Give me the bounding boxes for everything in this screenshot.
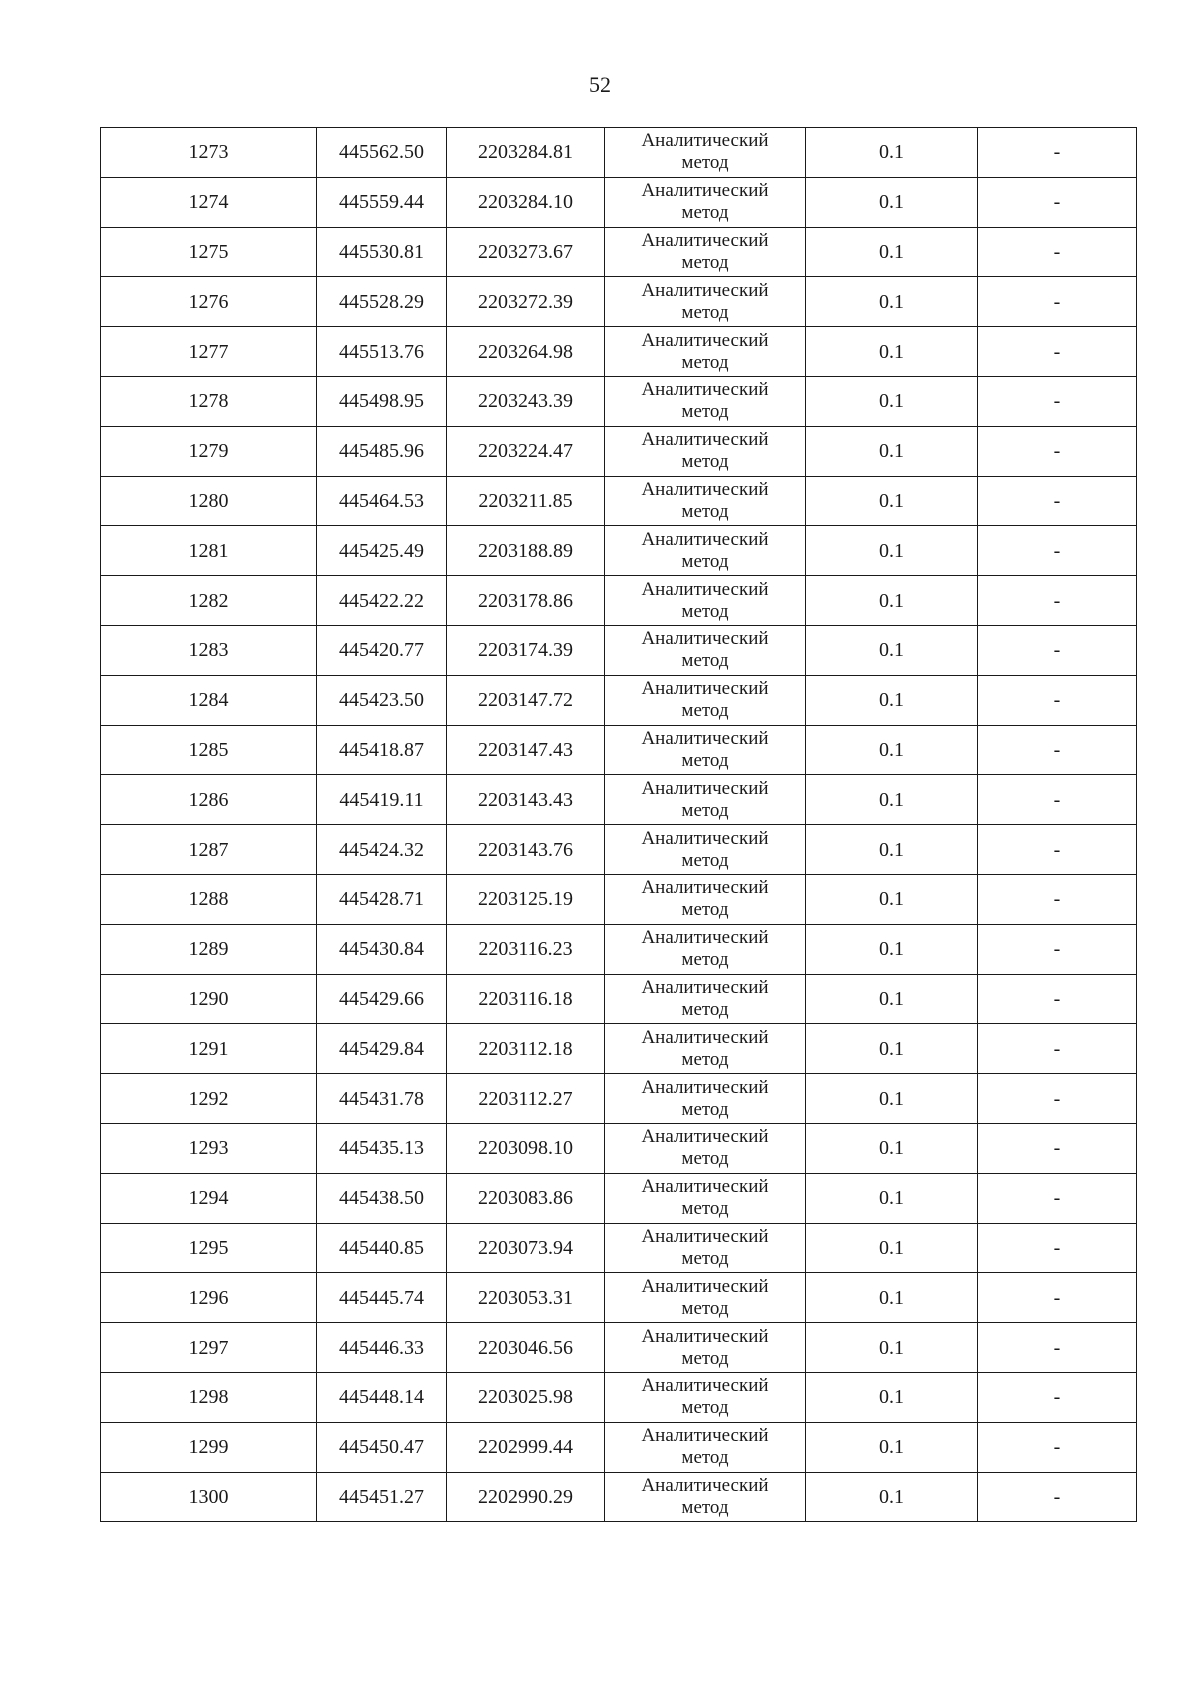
y-coordinate-cell: 2203025.98 [447,1372,605,1422]
method-cell [605,675,806,725]
point-number-cell: 1286 [101,775,317,825]
table-row [101,526,1137,576]
accuracy-cell: 0.1 [806,1024,978,1074]
method-cell [605,625,806,675]
note-cell: - [978,1372,1137,1422]
method-line-1: Аналитический [641,727,769,749]
table-row [101,625,1137,675]
accuracy-cell: 0.1 [806,1372,978,1422]
table-row [101,775,1137,825]
method-line-2: метод [681,500,729,522]
method-line-2: метод [681,799,729,821]
method-cell [605,1422,806,1472]
method-line-1: Аналитический [641,1026,769,1048]
note-cell: - [978,1123,1137,1173]
method-line-1: Аналитический [641,329,769,351]
point-number-cell: 1276 [101,277,317,327]
method-line-2: метод [681,600,729,622]
y-coordinate-cell: 2203098.10 [447,1123,605,1173]
y-coordinate-cell: 2203116.23 [447,924,605,974]
method-line-2: метод [681,650,729,672]
x-coordinate-cell: 445446.33 [317,1323,447,1373]
y-coordinate-cell: 2202990.29 [447,1472,605,1522]
note-cell: - [978,1273,1137,1323]
method-line-2: метод [681,899,729,921]
method-line-1: Аналитический [641,827,769,849]
y-coordinate-cell: 2203112.18 [447,1024,605,1074]
method-line-2: метод [681,351,729,373]
accuracy-cell: 0.1 [806,526,978,576]
method-cell [605,725,806,775]
table-row [101,1273,1137,1323]
accuracy-cell: 0.1 [806,327,978,377]
point-number-cell: 1277 [101,327,317,377]
note-cell: - [978,725,1137,775]
accuracy-cell: 0.1 [806,874,978,924]
method-line-1: Аналитический [641,578,769,600]
method-cell [605,1372,806,1422]
x-coordinate-cell: 445530.81 [317,227,447,277]
y-coordinate-cell: 2203143.43 [447,775,605,825]
method-line-2: метод [681,301,729,323]
method-line-1: Аналитический [641,1474,769,1496]
method-line-1: Аналитический [641,180,769,202]
note-cell: - [978,1173,1137,1223]
y-coordinate-cell: 2203147.72 [447,675,605,725]
method-line-1: Аналитический [641,478,769,500]
x-coordinate-cell: 445450.47 [317,1422,447,1472]
page-number: 52 [589,72,611,97]
method-cell [605,1472,806,1522]
point-number-cell: 1293 [101,1123,317,1173]
note-cell: - [978,1024,1137,1074]
note-cell: - [978,974,1137,1024]
accuracy-cell: 0.1 [806,1173,978,1223]
x-coordinate-cell: 445430.84 [317,924,447,974]
method-line-2: метод [681,1098,729,1120]
point-number-cell: 1299 [101,1422,317,1472]
point-number-cell: 1279 [101,426,317,476]
point-number-cell: 1290 [101,974,317,1024]
method-line-2: метод [681,1148,729,1170]
x-coordinate-cell: 445438.50 [317,1173,447,1223]
method-line-1: Аналитический [641,1375,769,1397]
y-coordinate-cell: 2203188.89 [447,526,605,576]
accuracy-cell: 0.1 [806,177,978,227]
table-row [101,1223,1137,1273]
point-number-cell: 1298 [101,1372,317,1422]
method-line-2: метод [681,1198,729,1220]
table-row [101,376,1137,426]
y-coordinate-cell: 2203083.86 [447,1173,605,1223]
x-coordinate-cell: 445423.50 [317,675,447,725]
method-cell [605,1173,806,1223]
table-row [101,177,1137,227]
coordinates-table [100,127,1137,1522]
method-line-2: метод [681,550,729,572]
x-coordinate-cell: 445425.49 [317,526,447,576]
note-cell: - [978,227,1137,277]
x-coordinate-cell: 445429.66 [317,974,447,1024]
accuracy-cell: 0.1 [806,725,978,775]
method-line-1: Аналитический [641,777,769,799]
point-number-cell: 1284 [101,675,317,725]
method-cell [605,227,806,277]
table-row [101,1173,1137,1223]
table-row [101,227,1137,277]
table-row [101,725,1137,775]
accuracy-cell: 0.1 [806,825,978,875]
method-line-2: метод [681,251,729,273]
point-number-cell: 1283 [101,625,317,675]
x-coordinate-cell: 445418.87 [317,725,447,775]
point-number-cell: 1287 [101,825,317,875]
method-cell [605,526,806,576]
method-cell [605,874,806,924]
note-cell: - [978,675,1137,725]
method-cell [605,974,806,1024]
point-number-cell: 1295 [101,1223,317,1273]
table-row [101,128,1137,178]
y-coordinate-cell: 2203053.31 [447,1273,605,1323]
note-cell: - [978,1323,1137,1373]
note-cell: - [978,625,1137,675]
method-cell [605,128,806,178]
y-coordinate-cell: 2203174.39 [447,625,605,675]
y-coordinate-cell: 2203147.43 [447,725,605,775]
table-row [101,1372,1137,1422]
point-number-cell: 1294 [101,1173,317,1223]
method-line-2: метод [681,202,729,224]
note-cell: - [978,128,1137,178]
accuracy-cell: 0.1 [806,1422,978,1472]
accuracy-cell: 0.1 [806,128,978,178]
x-coordinate-cell: 445440.85 [317,1223,447,1273]
table-row [101,1024,1137,1074]
point-number-cell: 1300 [101,1472,317,1522]
accuracy-cell: 0.1 [806,974,978,1024]
method-cell [605,1273,806,1323]
method-cell [605,1123,806,1173]
x-coordinate-cell: 445528.29 [317,277,447,327]
method-line-2: метод [681,1496,729,1518]
table-row [101,1123,1137,1173]
method-line-2: метод [681,998,729,1020]
point-number-cell: 1291 [101,1024,317,1074]
x-coordinate-cell: 445428.71 [317,874,447,924]
x-coordinate-cell: 445448.14 [317,1372,447,1422]
method-line-2: метод [681,1397,729,1419]
note-cell: - [978,277,1137,327]
table-row [101,277,1137,327]
method-line-1: Аналитический [641,1126,769,1148]
accuracy-cell: 0.1 [806,476,978,526]
x-coordinate-cell: 445420.77 [317,625,447,675]
x-coordinate-cell: 445431.78 [317,1074,447,1124]
method-line-2: метод [681,1447,729,1469]
x-coordinate-cell: 445485.96 [317,426,447,476]
y-coordinate-cell: 2203264.98 [447,327,605,377]
accuracy-cell: 0.1 [806,1273,978,1323]
method-line-2: метод [681,401,729,423]
method-cell [605,426,806,476]
note-cell: - [978,1422,1137,1472]
method-cell [605,277,806,327]
method-cell [605,327,806,377]
x-coordinate-cell: 445513.76 [317,327,447,377]
y-coordinate-cell: 2203073.94 [447,1223,605,1273]
point-number-cell: 1278 [101,376,317,426]
note-cell: - [978,825,1137,875]
method-cell [605,1323,806,1373]
note-cell: - [978,576,1137,626]
method-line-1: Аналитический [641,678,769,700]
method-line-1: Аналитический [641,976,769,998]
method-line-2: метод [681,749,729,771]
method-line-1: Аналитический [641,1225,769,1247]
point-number-cell: 1275 [101,227,317,277]
x-coordinate-cell: 445429.84 [317,1024,447,1074]
x-coordinate-cell: 445419.11 [317,775,447,825]
note-cell: - [978,1472,1137,1522]
note-cell: - [978,476,1137,526]
accuracy-cell: 0.1 [806,1472,978,1522]
method-line-1: Аналитический [641,379,769,401]
point-number-cell: 1288 [101,874,317,924]
y-coordinate-cell: 2202999.44 [447,1422,605,1472]
accuracy-cell: 0.1 [806,625,978,675]
accuracy-cell: 0.1 [806,227,978,277]
note-cell: - [978,526,1137,576]
method-cell [605,1024,806,1074]
method-line-2: метод [681,1247,729,1269]
y-coordinate-cell: 2203243.39 [447,376,605,426]
method-line-2: метод [681,849,729,871]
x-coordinate-cell: 445451.27 [317,1472,447,1522]
note-cell: - [978,924,1137,974]
point-number-cell: 1280 [101,476,317,526]
method-line-2: метод [681,700,729,722]
accuracy-cell: 0.1 [806,576,978,626]
accuracy-cell: 0.1 [806,1223,978,1273]
note-cell: - [978,327,1137,377]
method-line-1: Аналитический [641,429,769,451]
x-coordinate-cell: 445422.22 [317,576,447,626]
y-coordinate-cell: 2203116.18 [447,974,605,1024]
point-number-cell: 1281 [101,526,317,576]
table-row [101,576,1137,626]
method-line-2: метод [681,1297,729,1319]
method-line-1: Аналитический [641,130,769,152]
y-coordinate-cell: 2203112.27 [447,1074,605,1124]
method-cell [605,177,806,227]
x-coordinate-cell: 445445.74 [317,1273,447,1323]
y-coordinate-cell: 2203143.76 [447,825,605,875]
point-number-cell: 1282 [101,576,317,626]
y-coordinate-cell: 2203273.67 [447,227,605,277]
table-row [101,974,1137,1024]
y-coordinate-cell: 2203272.39 [447,277,605,327]
method-cell [605,376,806,426]
x-coordinate-cell: 445435.13 [317,1123,447,1173]
table-row [101,1422,1137,1472]
point-number-cell: 1273 [101,128,317,178]
x-coordinate-cell: 445559.44 [317,177,447,227]
point-number-cell: 1274 [101,177,317,227]
method-line-1: Аналитический [641,628,769,650]
note-cell: - [978,376,1137,426]
table-row [101,476,1137,526]
y-coordinate-cell: 2203046.56 [447,1323,605,1373]
method-line-1: Аналитический [641,1275,769,1297]
method-line-2: метод [681,451,729,473]
point-number-cell: 1285 [101,725,317,775]
method-cell [605,775,806,825]
table-row [101,1472,1137,1522]
accuracy-cell: 0.1 [806,775,978,825]
method-line-1: Аналитический [641,1076,769,1098]
table-row [101,327,1137,377]
method-line-1: Аналитический [641,1325,769,1347]
method-line-1: Аналитический [641,279,769,301]
accuracy-cell: 0.1 [806,376,978,426]
x-coordinate-cell: 445498.95 [317,376,447,426]
table-body [101,128,1137,1522]
y-coordinate-cell: 2203178.86 [447,576,605,626]
method-line-1: Аналитический [641,528,769,550]
accuracy-cell: 0.1 [806,1123,978,1173]
table-row [101,924,1137,974]
note-cell: - [978,1223,1137,1273]
x-coordinate-cell: 445562.50 [317,128,447,178]
note-cell: - [978,177,1137,227]
note-cell: - [978,426,1137,476]
y-coordinate-cell: 2203224.47 [447,426,605,476]
accuracy-cell: 0.1 [806,1074,978,1124]
method-cell [605,476,806,526]
method-cell [605,1223,806,1273]
table-row [101,874,1137,924]
table-row [101,1074,1137,1124]
table-row [101,426,1137,476]
note-cell: - [978,874,1137,924]
accuracy-cell: 0.1 [806,675,978,725]
note-cell: - [978,1074,1137,1124]
accuracy-cell: 0.1 [806,277,978,327]
x-coordinate-cell: 445424.32 [317,825,447,875]
method-cell [605,924,806,974]
note-cell: - [978,775,1137,825]
method-line-1: Аналитический [641,877,769,899]
table-row [101,825,1137,875]
method-cell [605,825,806,875]
y-coordinate-cell: 2203211.85 [447,476,605,526]
point-number-cell: 1297 [101,1323,317,1373]
method-cell [605,576,806,626]
method-line-2: метод [681,1347,729,1369]
method-line-1: Аналитический [641,927,769,949]
table-row [101,1323,1137,1373]
y-coordinate-cell: 2203284.81 [447,128,605,178]
point-number-cell: 1289 [101,924,317,974]
y-coordinate-cell: 2203125.19 [447,874,605,924]
point-number-cell: 1292 [101,1074,317,1124]
table-row [101,675,1137,725]
method-line-2: метод [681,1048,729,1070]
method-line-1: Аналитический [641,1425,769,1447]
accuracy-cell: 0.1 [806,426,978,476]
method-line-1: Аналитический [641,229,769,251]
y-coordinate-cell: 2203284.10 [447,177,605,227]
method-cell [605,1074,806,1124]
x-coordinate-cell: 445464.53 [317,476,447,526]
accuracy-cell: 0.1 [806,924,978,974]
method-line-1: Аналитический [641,1176,769,1198]
method-line-2: метод [681,949,729,971]
point-number-cell: 1296 [101,1273,317,1323]
method-line-2: метод [681,152,729,174]
accuracy-cell: 0.1 [806,1323,978,1373]
